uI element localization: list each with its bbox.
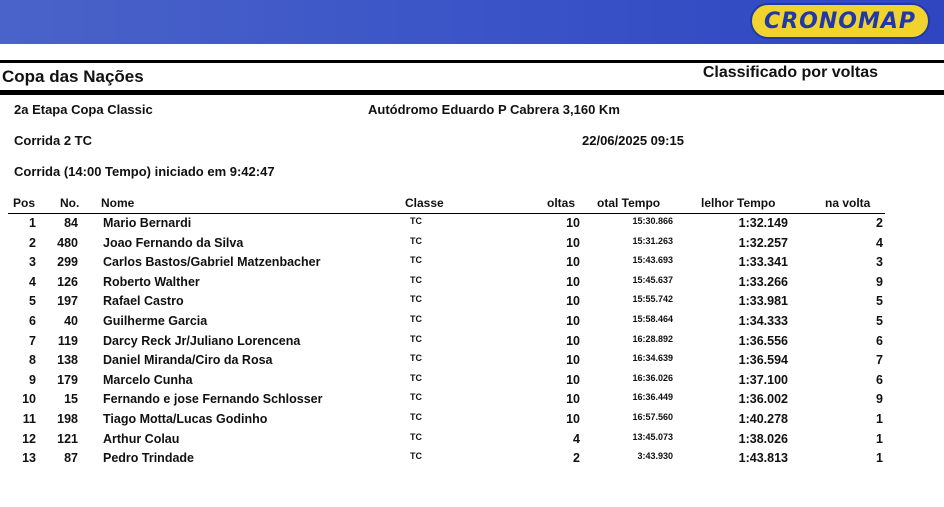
cell-best: 1:32.149	[738, 216, 788, 230]
cell-class: TC	[410, 333, 422, 344]
cell-name: Guilherme Garcia	[103, 314, 208, 328]
cell-best: 1:38.026	[738, 431, 788, 446]
cell-best-lap: 5	[876, 294, 883, 309]
cell-best-lap: 4	[876, 235, 883, 250]
cell-name: Mario Bernardi	[103, 216, 192, 230]
cell-pos: 10	[22, 392, 36, 407]
race-label: Corrida 2 TC	[14, 133, 93, 148]
cell-pos: 8	[29, 353, 36, 368]
cell-laps: 10	[566, 314, 580, 328]
venue-label: Autódromo Eduardo P Cabrera 3,160 Km	[368, 102, 620, 117]
cell-no: 198	[57, 412, 78, 426]
stage-label: 2a Etapa Copa Classic	[14, 102, 153, 117]
cell-best: 1:40.278	[738, 412, 788, 426]
cell-best: 1:36.594	[738, 353, 788, 368]
cell-best: 1:34.333	[738, 314, 788, 328]
cell-no: 126	[57, 274, 78, 289]
cell-total: 13:45.073	[632, 431, 673, 442]
cell-pos: 9	[29, 372, 36, 387]
table-row	[0, 392, 944, 412]
cell-name: Arthur Colau	[103, 431, 180, 446]
race-datetime: 22/06/2025 09:15	[582, 133, 684, 148]
table-row	[0, 334, 944, 354]
cell-total: 16:36.026	[632, 372, 673, 383]
race-start-info: Corrida (14:00 Tempo) iniciado em 9:42:47	[14, 164, 275, 179]
cell-pos: 7	[29, 333, 36, 348]
cell-total: 16:34.639	[632, 353, 673, 364]
cell-pos: 13	[22, 451, 36, 466]
col-header-name: Nome	[101, 196, 135, 210]
cell-laps: 10	[566, 255, 580, 270]
cell-name: Pedro Trindade	[103, 451, 194, 466]
cell-no: 197	[57, 294, 78, 309]
cell-name: Roberto Walther	[103, 274, 200, 289]
table-row	[0, 275, 944, 295]
cell-total: 15:43.693	[632, 255, 673, 266]
table-row	[0, 216, 944, 236]
cell-total: 3:43.930	[637, 451, 673, 462]
table-row	[0, 314, 944, 334]
table-row	[0, 451, 944, 471]
table-row	[0, 373, 944, 393]
top-banner	[0, 0, 944, 44]
cell-laps: 2	[573, 451, 580, 466]
divider-bottom	[0, 90, 944, 95]
cell-class: TC	[410, 353, 422, 364]
cell-class: TC	[410, 392, 422, 403]
cell-laps: 10	[566, 235, 580, 250]
table-row	[0, 255, 944, 275]
cell-name: Tiago Motta/Lucas Godinho	[103, 412, 268, 426]
cell-laps: 10	[566, 333, 580, 348]
divider-top	[0, 60, 944, 63]
cell-laps: 10	[566, 392, 580, 407]
col-header-best-lap: na volta	[825, 196, 871, 210]
table-row	[0, 294, 944, 314]
cell-pos: 11	[22, 412, 36, 426]
table-row	[0, 432, 944, 452]
cell-pos: 1	[29, 216, 36, 230]
cell-laps: 10	[566, 372, 580, 387]
cell-class: TC	[410, 235, 422, 246]
cell-class: TC	[410, 451, 422, 462]
cell-class: TC	[410, 255, 422, 266]
col-header-total-time: otal Tempo	[597, 196, 661, 210]
cell-pos: 5	[29, 294, 36, 309]
cell-laps: 10	[566, 216, 580, 230]
cell-no: 121	[57, 431, 78, 446]
cell-total: 15:31.263	[632, 235, 673, 246]
col-header-class: Classe	[405, 196, 444, 210]
col-header-best-time: lelhor Tempo	[701, 196, 776, 210]
cell-best-lap: 9	[876, 392, 883, 407]
cell-total: 15:58.464	[632, 314, 673, 324]
cell-name: Rafael Castro	[103, 294, 184, 309]
cell-pos: 2	[29, 235, 36, 250]
cell-no: 84	[64, 216, 78, 230]
cell-best-lap: 1	[876, 451, 883, 466]
cell-no: 480	[57, 235, 78, 250]
cell-best: 1:33.981	[738, 294, 788, 309]
cell-best: 1:33.266	[738, 274, 788, 289]
cell-best-lap: 2	[876, 216, 883, 230]
cell-total: 16:57.560	[632, 412, 673, 422]
cell-pos: 6	[29, 314, 36, 328]
cell-name: Daniel Miranda/Ciro da Rosa	[103, 353, 273, 368]
cell-pos: 12	[22, 431, 36, 446]
cell-laps: 10	[566, 353, 580, 368]
cell-laps: 10	[566, 274, 580, 289]
cell-laps: 4	[573, 431, 580, 446]
cell-class: TC	[410, 216, 422, 226]
event-title: Copa das Nações	[2, 67, 144, 86]
cell-no: 299	[57, 255, 78, 270]
cell-no: 15	[64, 392, 78, 407]
cell-best-lap: 7	[876, 353, 883, 368]
cell-class: TC	[410, 274, 422, 285]
cell-total: 16:28.892	[632, 333, 673, 344]
cell-class: TC	[410, 412, 422, 422]
cell-best: 1:36.002	[738, 392, 788, 407]
cell-best-lap: 6	[876, 333, 883, 348]
cell-class: TC	[410, 431, 422, 442]
cell-name: Darcy Reck Jr/Juliano Lorencena	[103, 333, 301, 348]
cell-best: 1:36.556	[738, 333, 788, 348]
table-row	[0, 236, 944, 256]
cell-no: 40	[64, 314, 78, 328]
cell-class: TC	[410, 294, 422, 305]
col-header-pos: Pos	[13, 196, 36, 210]
classification-label: Classificado por voltas	[702, 64, 878, 81]
cell-no: 179	[57, 372, 78, 387]
table-header	[0, 196, 944, 213]
cell-no: 138	[57, 353, 78, 368]
table-header-underline	[8, 213, 885, 214]
cell-no: 87	[64, 451, 78, 466]
cell-best-lap: 9	[876, 274, 883, 289]
cell-total: 15:45.637	[632, 274, 673, 285]
cell-name: Fernando e jose Fernando Schlosser	[103, 392, 323, 407]
cell-best: 1:37.100	[738, 372, 788, 387]
cell-class: TC	[410, 372, 422, 383]
cell-best-lap: 1	[876, 431, 883, 446]
cell-best: 1:43.813	[738, 451, 788, 466]
cell-laps: 10	[566, 294, 580, 309]
cell-pos: 3	[29, 255, 36, 270]
col-header-laps: oltas	[547, 196, 576, 210]
cell-no: 119	[57, 333, 78, 348]
cell-name: Carlos Bastos/Gabriel Matzenbacher	[103, 255, 321, 270]
cell-name: Joao Fernando da Silva	[103, 235, 244, 250]
cell-best-lap: 5	[876, 314, 883, 328]
cell-total: 15:55.742	[632, 294, 673, 305]
cronomap-logo: CRONOMAP	[750, 3, 930, 39]
cell-name: Marcelo Cunha	[103, 372, 193, 387]
col-header-number: No.	[60, 196, 80, 210]
table-row	[0, 412, 944, 432]
table-row	[0, 353, 944, 373]
cell-class: TC	[410, 314, 422, 324]
cell-total: 16:36.449	[632, 392, 673, 403]
cell-pos: 4	[29, 274, 36, 289]
cell-best: 1:33.341	[738, 255, 788, 270]
cell-best-lap: 1	[876, 412, 883, 426]
cell-best-lap: 3	[876, 255, 883, 270]
cell-best-lap: 6	[876, 372, 883, 387]
cell-total: 15:30.866	[632, 216, 673, 226]
cell-best: 1:32.257	[738, 235, 788, 250]
cell-laps: 10	[566, 412, 580, 426]
